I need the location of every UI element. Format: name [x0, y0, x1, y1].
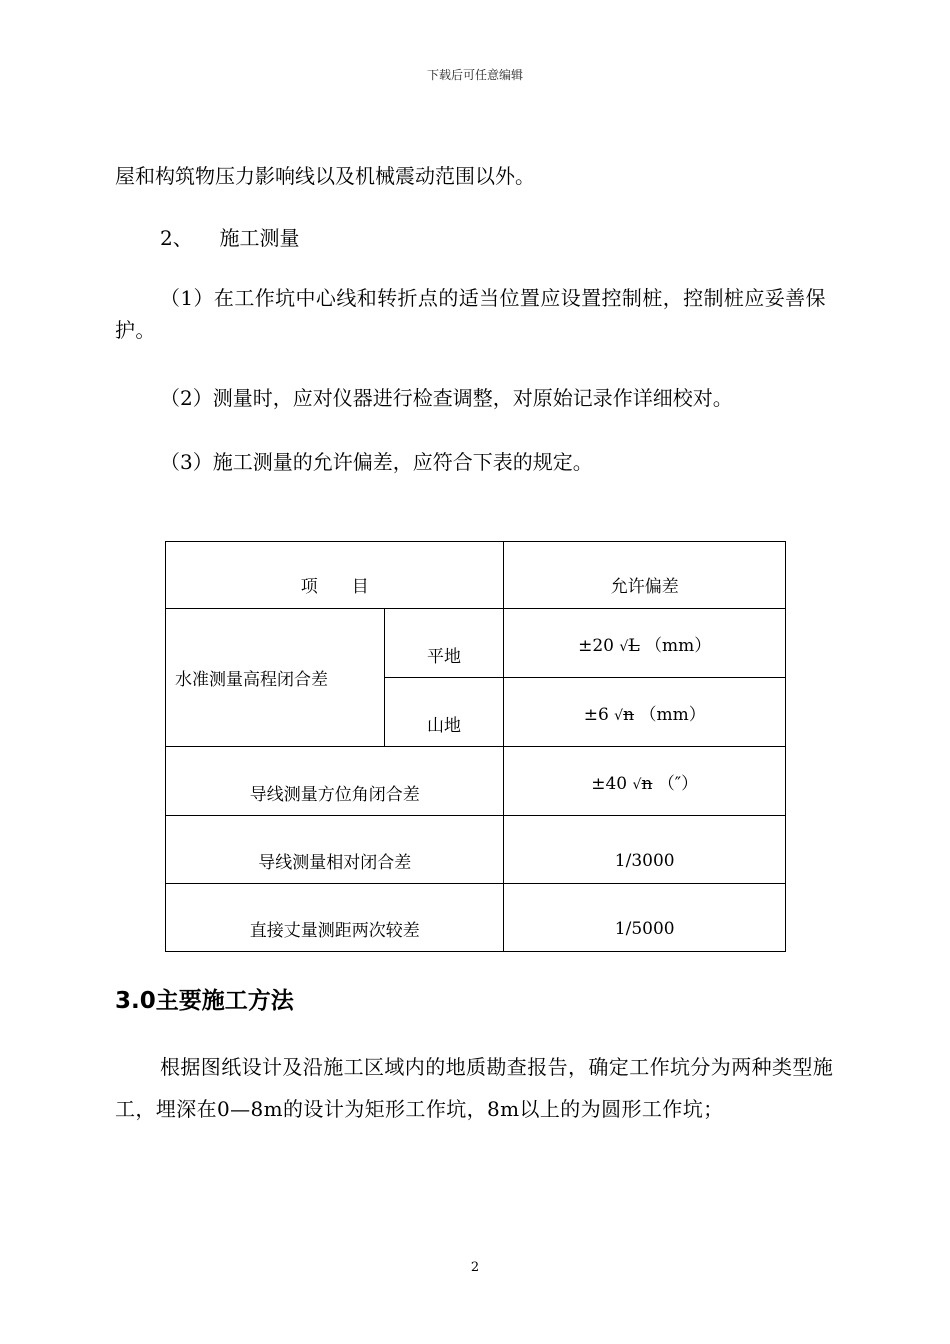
cell-value: ±6 √n （mm） — [504, 678, 786, 747]
tolerance-table — [165, 541, 786, 952]
table-row — [166, 884, 786, 952]
table-row — [166, 816, 786, 884]
paragraph-item-1: （1）在工作坑中心线和转折点的适当位置应设置控制桩，控制桩应妥善保护。 — [115, 286, 826, 342]
cell-item: 直接丈量测距两次较差 — [166, 884, 504, 952]
cell-item: 导线测量相对闭合差 — [166, 816, 504, 884]
cell-value: 1/5000 — [504, 884, 786, 952]
body-paragraph: 根据图纸设计及沿施工区域内的地质勘查报告，确定工作坑分为两种类型施工，埋深在0—8m的设计为矩形工作坑，8m以上的为圆形工作坑； — [115, 1055, 834, 1121]
section-number: 2、 — [160, 226, 193, 250]
cell-value: ±40 √n （″） — [504, 747, 786, 816]
page-header: 下载后可任意编辑 — [426, 68, 523, 82]
paragraph-item-2: （2）测量时，应对仪器进行检查调整，对原始记录作详细校对。 — [160, 386, 733, 410]
header-item: 项 目 — [166, 542, 504, 609]
paragraph-item-3: （3）施工测量的允许偏差，应符合下表的规定。 — [160, 450, 593, 474]
header-tolerance: 允许偏差 — [504, 542, 786, 609]
table-row — [166, 747, 786, 816]
table-header-row — [166, 542, 786, 609]
cell-value: ±20 √L （mm） — [504, 609, 786, 678]
section-title: 施工测量 — [219, 226, 300, 250]
cell-item: 导线测量方位角闭合差 — [166, 747, 504, 816]
cell-value: 1/3000 — [504, 816, 786, 884]
paragraph-1: 屋和构筑物压力影响线以及机械震动范围以外。 — [115, 164, 535, 188]
page-number: 2 — [470, 1260, 480, 1275]
cell-item: 水准测量高程闭合差 — [166, 609, 385, 747]
cell-subitem: 平地 — [384, 609, 504, 678]
section-2-title — [160, 222, 885, 254]
section-heading: 3.0主要施工方法 — [115, 988, 294, 1014]
table-row — [166, 609, 786, 678]
cell-subitem: 山地 — [384, 678, 504, 747]
